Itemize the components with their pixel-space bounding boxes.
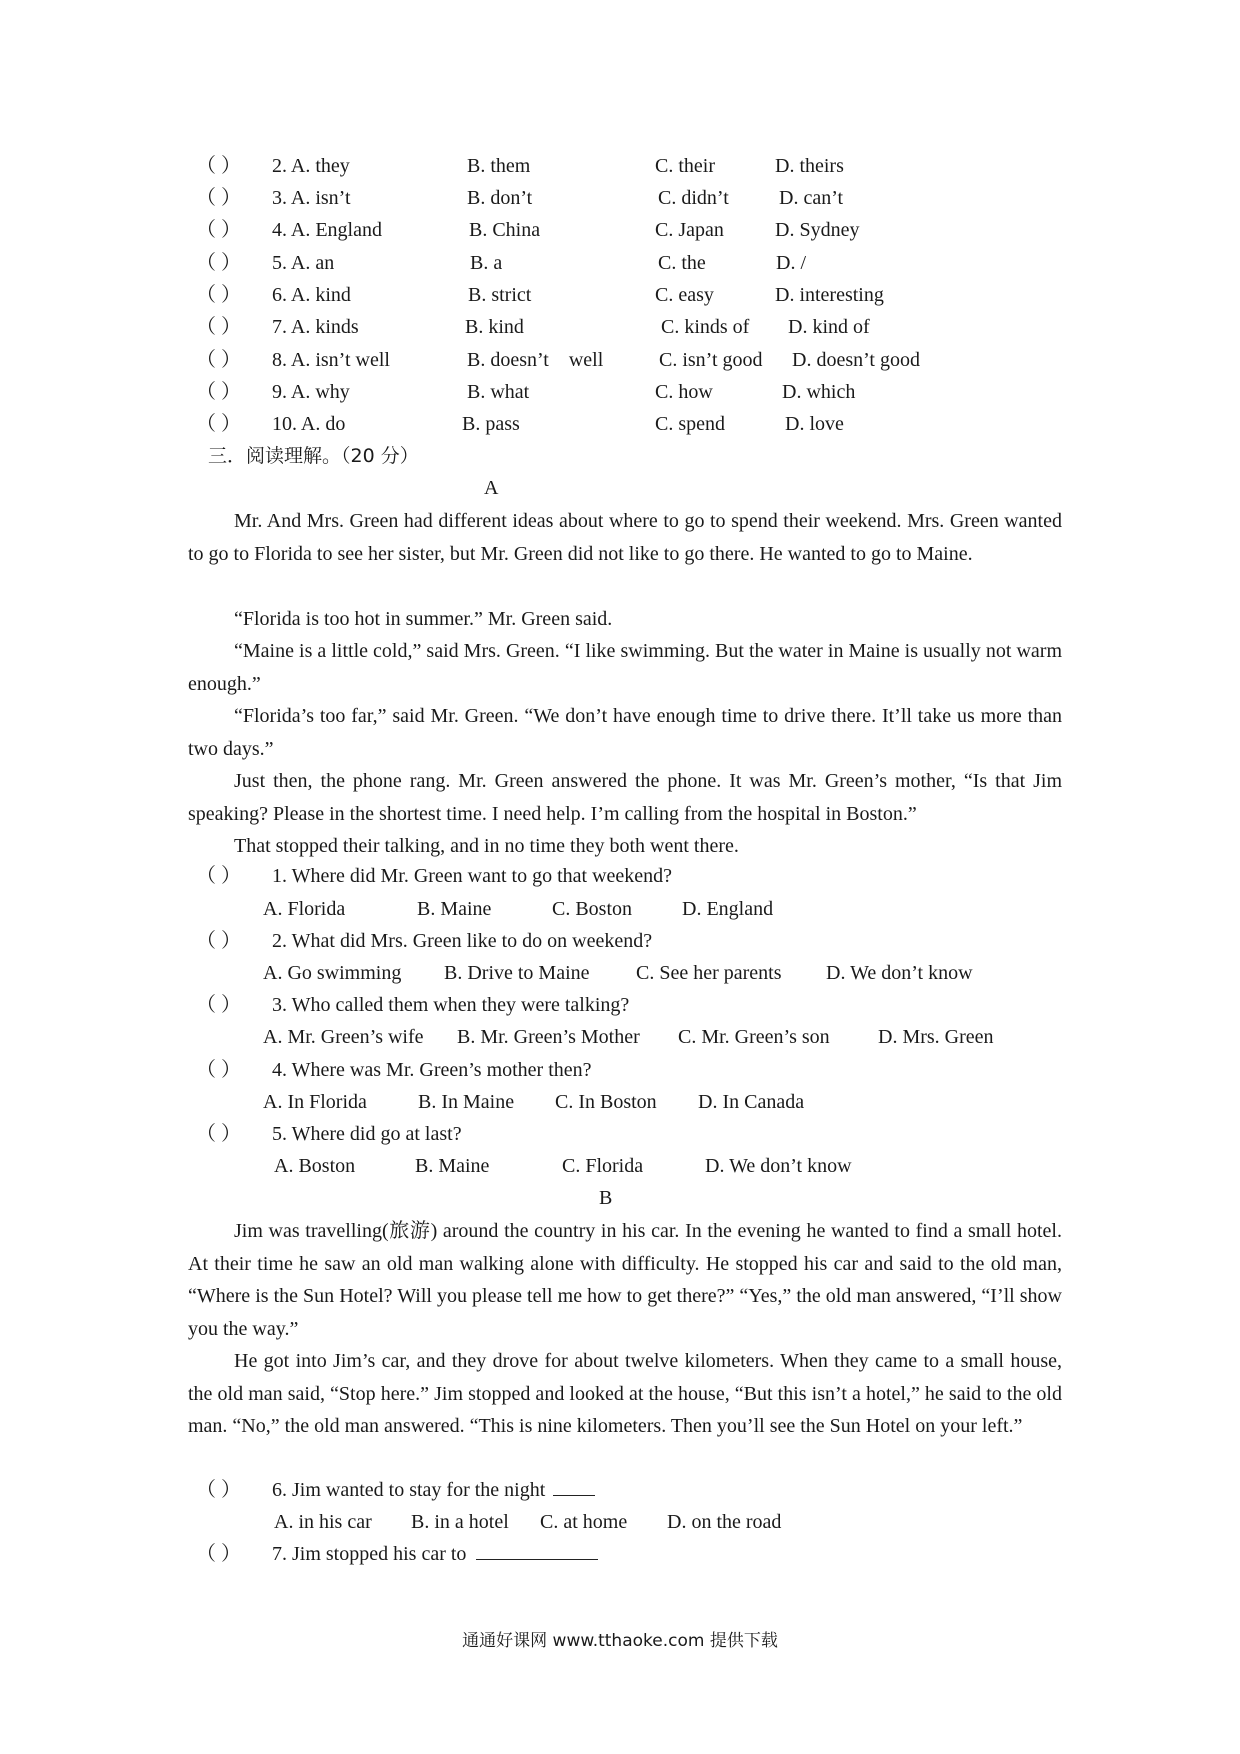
option-c: C. Florida (562, 1155, 644, 1177)
option-b: B. China (469, 219, 541, 241)
passage-a-paragraph: “Florida is too hot in summer.” Mr. Green said. (234, 608, 613, 630)
section-title: 三．阅读理解。（20 分） (208, 445, 419, 467)
answer-paren: （ ） (196, 1543, 241, 1565)
question-text (272, 1475, 595, 1505)
page-footer: 通通好课网 www.tthaoke.com 提供下载 (462, 1631, 778, 1651)
answer-paren: （ ） (196, 1123, 241, 1145)
option-c: C. spend (655, 413, 725, 435)
answer-paren: （ ） (196, 316, 241, 338)
option-b: B. Maine (417, 898, 492, 920)
option-b: B. pass (462, 413, 520, 435)
option-d: D. interesting (775, 284, 884, 306)
passage-a-paragraph: Just then, the phone rang. Mr. Green answered the phone. It was Mr. Green’s mother, “Is that Jim speaking? Please in the shortest time. I need help. I’m calling from the hospital in Boston.” (188, 770, 1062, 825)
option-a: 7. A. kinds (272, 316, 359, 338)
option-b: B. doesn’t well (467, 349, 604, 371)
answer-paren: （ ） (196, 252, 241, 274)
passage-a-label: A (484, 477, 499, 499)
option-d: D. kind of (788, 316, 870, 338)
option-c: C. at home (540, 1511, 628, 1533)
answer-paren: （ ） (196, 994, 241, 1016)
passage-a-paragraph: Mr. And Mrs. Green had different ideas about where to go to spend their weekend. Mrs. Green wanted to go to Florida to see her sister, but Mr. Green did not like to go there. He wanted to go to Maine. (188, 510, 1062, 565)
option-d: D. love (785, 413, 844, 435)
option-a: 6. A. kind (272, 284, 351, 306)
answer-paren: （ ） (196, 219, 241, 241)
question-text: 4. Where was Mr. Green’s mother then? (272, 1059, 592, 1081)
passage-a-paragraph: That stopped their talking, and in no time they both went there. (234, 835, 739, 857)
option-d: D. Sydney (775, 219, 860, 241)
option-c: C. their (655, 155, 715, 177)
option-c: C. See her parents (636, 962, 782, 984)
option-a: 4. A. England (272, 219, 382, 241)
option-d: D. which (782, 381, 856, 403)
question-text: 1. Where did Mr. Green want to go that weekend? (272, 865, 673, 887)
answer-paren: （ ） (196, 930, 241, 952)
option-d: D. We don’t know (705, 1155, 852, 1177)
option-a: 5. A. an (272, 252, 335, 274)
answer-paren: （ ） (196, 349, 241, 371)
option-c: C. isn’t good (659, 349, 763, 371)
option-c: C. kinds of (661, 316, 750, 338)
option-c: C. Boston (552, 898, 633, 920)
option-d: D. can’t (779, 187, 844, 209)
option-a: 3. A. isn’t (272, 187, 351, 209)
option-a: 10. A. do (272, 413, 346, 435)
option-d: D. In Canada (698, 1091, 805, 1113)
option-d: D. / (776, 252, 806, 274)
answer-blank (553, 1477, 595, 1496)
option-c: C. how (655, 381, 713, 403)
answer-paren: （ ） (196, 413, 241, 435)
passage-a-paragraph: “Maine is a little cold,” said Mrs. Green. “I like swimming. But the water in Maine is usually not warm enough.” (188, 640, 1062, 695)
option-c: C. the (658, 252, 706, 274)
option-a: 9. A. why (272, 381, 350, 403)
option-c: C. didn’t (658, 187, 729, 209)
option-d: D. on the road (667, 1511, 782, 1533)
option-c: C. In Boston (555, 1091, 657, 1113)
passage-a-paragraph: “Florida’s too far,” said Mr. Green. “We don’t have enough time to drive there. It’ll take us more than two days.” (188, 705, 1062, 760)
option-b: B. don’t (467, 187, 533, 209)
option-a: A. Florida (263, 898, 346, 920)
option-b: B. In Maine (418, 1091, 515, 1113)
option-d: D. Mrs. Green (878, 1026, 994, 1048)
answer-paren: （ ） (196, 865, 241, 887)
option-b: B. a (470, 252, 503, 274)
option-b: B. kind (465, 316, 524, 338)
option-a: A. Boston (274, 1155, 356, 1177)
option-b: B. Mr. Green’s Mother (457, 1026, 640, 1048)
answer-paren: （ ） (196, 187, 241, 209)
answer-blank (476, 1541, 598, 1560)
option-a: A. Go swimming (263, 962, 402, 984)
answer-paren: （ ） (196, 155, 241, 177)
option-c: C. Mr. Green’s son (678, 1026, 830, 1048)
option-a: A. in his car (274, 1511, 372, 1533)
passage-b-paragraph: He got into Jim’s car, and they drove for about twelve kilometers. When they came to a small house, the old man said, “Stop here.” Jim stopped and looked at the house, “But this isn’t a hotel,” he said to the old man. “No,” the old man answered. “This is nine kilometers. Then you’ll see the Sun Hotel on your left.” (188, 1350, 1062, 1437)
option-d: D. England (682, 898, 774, 920)
option-b: B. what (467, 381, 530, 403)
question-text: 2. What did Mrs. Green like to do on weekend? (272, 930, 653, 952)
answer-paren: （ ） (196, 381, 241, 403)
option-a: 2. A. they (272, 155, 350, 177)
option-c: C. easy (655, 284, 714, 306)
option-b: B. Maine (415, 1155, 490, 1177)
answer-paren: （ ） (196, 1479, 241, 1501)
option-a: 8. A. isn’t well (272, 349, 390, 371)
option-d: D. doesn’t good (792, 349, 920, 371)
question-text (272, 1539, 598, 1569)
option-a: A. In Florida (263, 1091, 367, 1113)
passage-b-paragraph: Jim was travelling(旅游) around the country in his car. In the evening he wanted to find a small hotel. At their time he saw an old man walking alone with difficulty. He stopped his car and said to the old man, “Where is the Sun Hotel? Will you please tell me how to get there?” “Yes,” the old man answered, “I’ll show you the way.” (188, 1220, 1062, 1340)
option-b: B. strict (468, 284, 532, 306)
question-text: 3. Who called them when they were talking? (272, 994, 630, 1016)
question-text-label: 6. Jim wanted to stay for the night (272, 1479, 546, 1501)
question-text-label: 7. Jim stopped his car to (272, 1543, 467, 1565)
option-b: B. in a hotel (411, 1511, 509, 1533)
option-a: A. Mr. Green’s wife (263, 1026, 424, 1048)
passage-b-label: B (599, 1187, 613, 1209)
option-d: D. We don’t know (826, 962, 973, 984)
option-c: C. Japan (655, 219, 724, 241)
question-text: 5. Where did go at last? (272, 1123, 462, 1145)
option-d: D. theirs (775, 155, 844, 177)
answer-paren: （ ） (196, 284, 241, 306)
answer-paren: （ ） (196, 1059, 241, 1081)
option-b: B. them (467, 155, 531, 177)
option-b: B. Drive to Maine (444, 962, 590, 984)
